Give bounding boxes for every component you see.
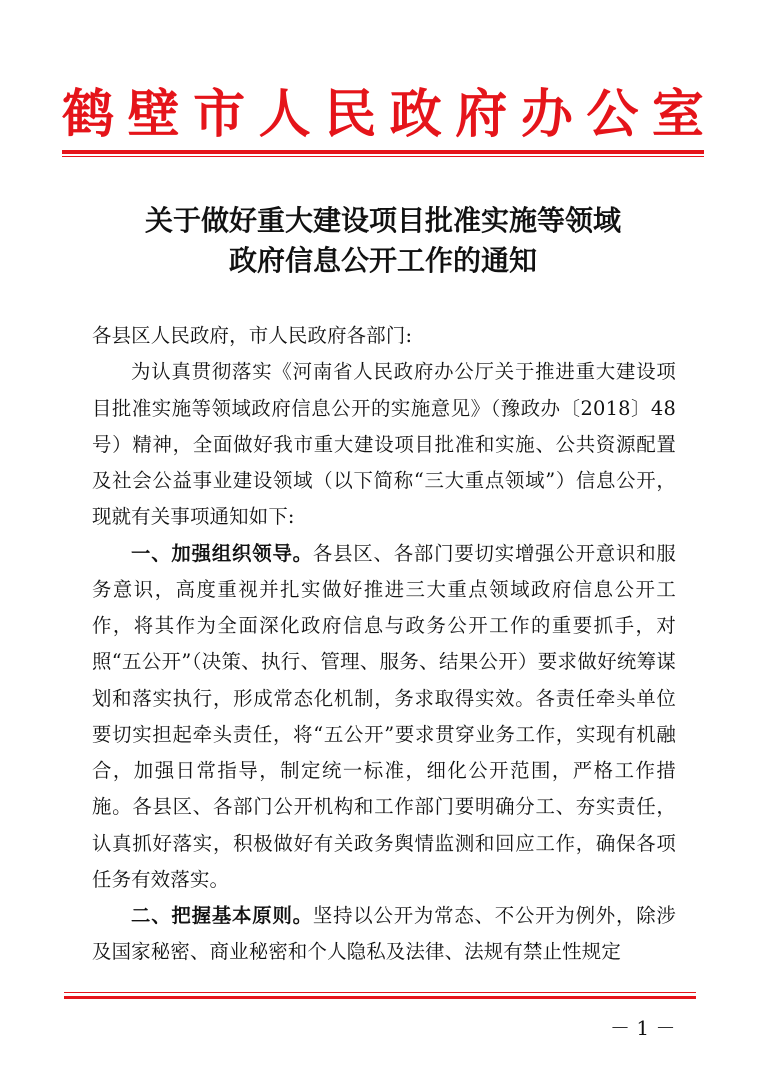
header-char: 府	[455, 84, 508, 145]
salutation: 各县区人民政府，市人民政府各部门:	[92, 324, 413, 347]
section-1-text: 各县区、各部门要切实增强公开意识和服务意识，高度重视并扎实做好推进三大重点领域政府信息公开工作，将其作为全面深化政府信息与政务公开工作的重要抓手，对照“五公开”（决策、执行、管理、服务、结果公开）要求做好统筹谋划和落实执行，形成常态化机制，务求取得实效。各责任牵头单位要切实担起牵头责任，将“五公开”要求贯穿业务工作，实现有机融合，加强日常指导，制定统一标准，细化公开范围，严格工作措施。各县区、各部门公开机构和工作部门要明确分工、夯实责任，认真抓好落实，积极做好有关政务舆情监测和回应工作，确保各项任务有效落实。	[92, 541, 676, 891]
section-1-heading: 一、加强组织领导。	[131, 541, 313, 565]
page-number: － 1 －	[610, 1016, 676, 1040]
footer-rule-thin	[64, 992, 696, 993]
section-2-text: 坚持以公开为常态、不公开为例外，除涉及国家秘密、商业秘密和个人隐私及法律、法规有禁止性规定	[92, 904, 676, 964]
header-char: 办	[520, 84, 573, 145]
document-title-line2: 政府信息公开工作的通知	[228, 244, 537, 277]
header-char: 壁	[127, 84, 180, 145]
header-rule-thick	[62, 150, 704, 154]
header-char: 市	[193, 84, 246, 145]
section-2-heading: 二、把握基本原则。	[131, 904, 313, 927]
footer-rule-thick	[64, 996, 696, 999]
header-char: 公	[586, 84, 639, 145]
header-char: 民	[324, 84, 377, 145]
issuer-header	[62, 84, 704, 146]
header-char: 室	[651, 84, 704, 145]
intro-paragraph: 为认真贯彻落实《河南省人民政府办公厅关于推进重大建设项目批准实施等领域政府信息公开的实施意见》（豫政办〔2018〕48号）精神，全面做好我市重大建设项目批准和实施、公共资源配置及社会公益事业建设领域（以下简称“三大重点领域”）信息公开，现就有关事项通知如下:	[92, 360, 676, 529]
section-2-paragraph	[92, 898, 676, 971]
header-char: 人	[258, 84, 311, 145]
document-body	[92, 318, 676, 971]
header-rule-thin	[62, 156, 704, 157]
section-1-paragraph	[92, 536, 676, 899]
document-title-line1: 关于做好重大建设项目批准实施等领域	[144, 204, 621, 237]
header-char: 鹤	[62, 84, 115, 145]
header-char: 政	[389, 84, 442, 145]
